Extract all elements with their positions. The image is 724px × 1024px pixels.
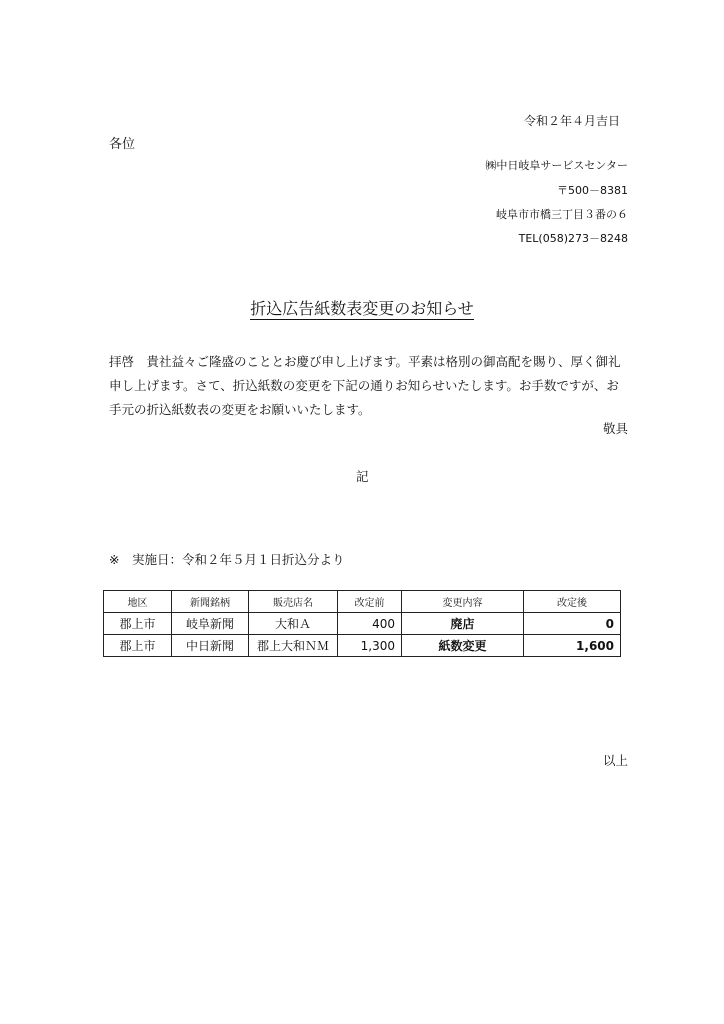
header-cell-before: 改定前 (338, 591, 402, 613)
document-date: 令和２年４月吉日 (523, 114, 620, 128)
body-line: 申し上げます。さて、折込紙数の変更を下記の通りお知らせいたします。お手数ですが、お (109, 378, 619, 393)
header-cell-district: 地区 (104, 591, 172, 613)
cell-district: 郡上市 (104, 613, 172, 635)
document-title (0, 296, 724, 319)
sender-company: ㈱中日岐阜サービスセンター (485, 159, 628, 172)
sender-tel: TEL(058)273－8248 (518, 232, 628, 245)
closing-keigu: 敬具 (602, 421, 628, 436)
cell-shop: 郡上大和ＮＭ (249, 635, 338, 657)
header-cell-newspaper: 新聞銘柄 (172, 591, 249, 613)
cell-before: 1,300 (338, 635, 402, 657)
cell-change: 紙数変更 (402, 635, 524, 657)
document-title-text: 折込広告紙数表変更のお知らせ (250, 299, 474, 318)
sender-postal-code: 〒500－8381 (557, 184, 628, 197)
body-paragraph (109, 350, 629, 422)
ki-marker: 記 (356, 469, 369, 484)
closing-ijo: 以上 (602, 753, 628, 768)
table-row (104, 635, 621, 657)
addressee: 各位 (109, 137, 136, 152)
cell-after: 1,600 (524, 635, 621, 657)
implementation-note: ※ 実施日：令和２年５月１日折込分より (109, 552, 345, 567)
cell-shop: 大和Ａ (249, 613, 338, 635)
header-cell-change: 変更内容 (402, 591, 524, 613)
header-cell-after: 改定後 (524, 591, 621, 613)
cell-district: 郡上市 (104, 635, 172, 657)
cell-before: 400 (338, 613, 402, 635)
cell-change: 廃店 (402, 613, 524, 635)
sender-address: 岐阜市市橋三丁目３番の６ (496, 208, 628, 221)
table-row (104, 613, 621, 635)
table-header-row (104, 591, 621, 613)
cell-newspaper: 中日新聞 (172, 635, 249, 657)
body-line: 手元の折込紙数表の変更をお願いいたします。 (109, 402, 371, 417)
cell-newspaper: 岐阜新聞 (172, 613, 249, 635)
change-table-container (103, 590, 621, 657)
header-cell-shop: 販売店名 (249, 591, 338, 613)
change-table (103, 590, 621, 657)
cell-after: 0 (524, 613, 621, 635)
body-line: 拝啓 貴社益々ご隆盛のこととお慶び申し上げます。平素は格別の御高配を賜り、厚く御礼 (109, 354, 621, 369)
